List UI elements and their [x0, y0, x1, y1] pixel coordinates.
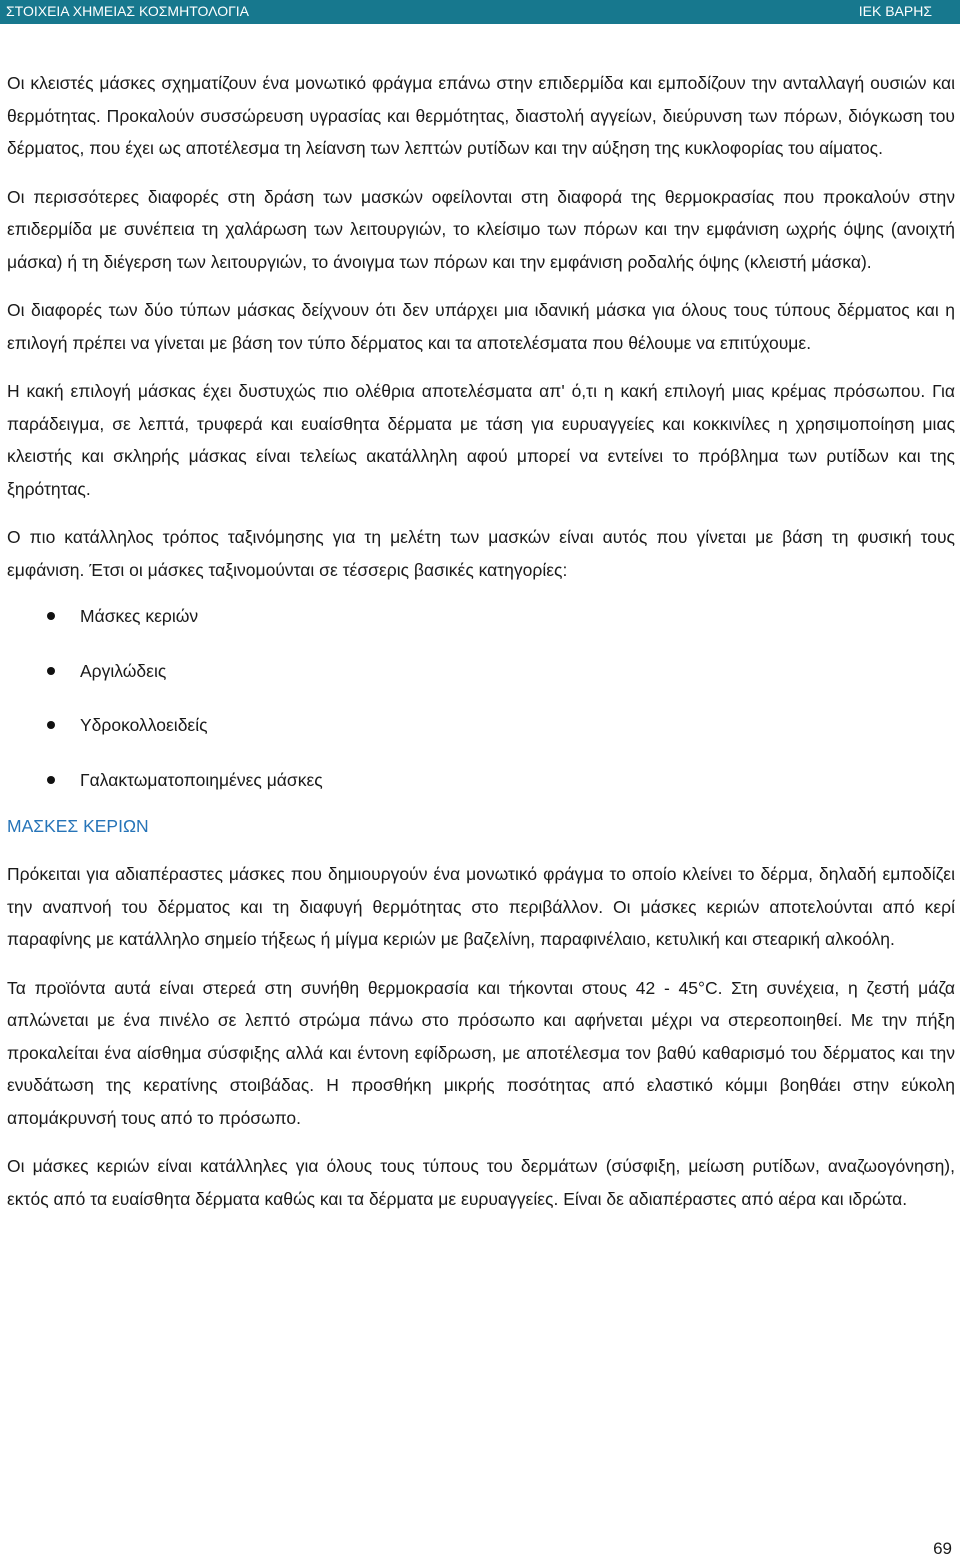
list-item-label: Μάσκες κεριών: [80, 606, 199, 626]
list-item-label: Υδροκολλοειδείς: [80, 715, 208, 735]
list-item-label: Αργιλώδεις: [80, 660, 167, 681]
paragraph: Ο πιο κατάλληλος τρόπος ταξινόμησης για τη μελέτη των μασκών είναι αυτός που γίνεται με βάση τη φυσική τους εμφάνιση. Έτσι οι μάσκες ταξινομούνται σε τέσσερις βασικές κατηγορίες:: [7, 527, 955, 580]
bullet-icon: [47, 776, 55, 784]
paragraph: Τα προϊόντα αυτά είναι στερεά στη συνήθη θερμοκρασία και τήκονται στους 42 - 45°C. Στη συνέχεια, η ζεστή μάζα απλώνεται με ένα πινέλο σε λεπτό στρώμα πάνω στο πρόσωπο και αφήνεται μέχρι να στερεοποιηθεί. Με την πήξη προκαλείται ένα αίσθημα σύσφιξης αλλά και έντονη εφίδρωση, με αποτέλεσμα τον βαθύ καθαρισμό του δέρματος και την ενυδάτωση της κερατίνης στοιβάδας. Η προσθήκη μικρής ποσότητας από ελαστικό κόμμι βοηθάει στην εύκολη απομάκρυνσή τους από το πρόσωπο.: [7, 977, 955, 1128]
paragraph: Πρόκειται για αδιαπέραστες μάσκες που δημιουργούν ένα μονωτικό φράγμα το οποίο κλείνει το δέρμα, δηλαδή εμποδίζει την αναπνοή του δέρματος και τη διαφυγή θερμότητας στο περιβάλλον. Οι μάσκες κεριών αποτελούνται από κερί παραφίνης με κατάλληλο σημείο τήξεως ή μίγμα κεριών με βαζελίνη, παραφινέλαιο, κετυλική και στεαρική αλκοόλη.: [7, 864, 955, 949]
header-institution: ΙΕΚ ΒΑΡΗΣ: [858, 3, 932, 19]
bullet-icon: [47, 667, 55, 675]
section-heading: ΜΑΣΚΕΣ ΚΕΡΙΩΝ: [7, 816, 149, 836]
page-header: [0, 0, 960, 24]
list-item: [7, 655, 955, 710]
list-item: [7, 600, 955, 655]
paragraph: Οι περισσότερες διαφορές στη δράση των μασκών οφείλονται στη διαφορά της θερμοκρασίας που προκαλούν στην επιδερμίδα με συνέπεια τη χαλάρωση των λειτουργιών, το κλείσιμο των πόρων και την εμφάνιση ωχρής όψης (ανοιχτή μάσκα) ή τη διέγερση των λειτουργιών, το άνοιγμα των πόρων και την εμφάνιση ροδαλής όψης (κλειστή μάσκα).: [7, 186, 955, 272]
bullet-icon: [47, 612, 55, 620]
paragraph: Οι μάσκες κεριών είναι κατάλληλες για όλους τους τύπους του δερμάτων (σύσφιξη, μείωση ρυτίδων, αναζωογόνηση), εκτός από τα ευαίσθητα δέρματα καθώς και τα δέρματα με ευρυαγγείες. Είναι δε αδιαπέραστες από αέρα και ιδρώτα.: [7, 1156, 955, 1209]
document-body: [7, 67, 955, 1215]
header-title: ΣΤΟΙΧΕΙΑ ΧΗΜΕΙΑΣ ΚΟΣΜΗΤΟΛΟΓΙΑ: [6, 3, 250, 19]
paragraph: Οι διαφορές των δύο τύπων μάσκας δείχνουν ότι δεν υπάρχει μια ιδανική μάσκα για όλους τους τύπους δέρματος και η επιλογή πρέπει να γίνεται με βάση τον τύπο δέρματος και τα αποτελέσματα που θέλουμε να επιτύχουμε.: [7, 300, 955, 353]
list-item: [7, 764, 955, 819]
paragraph: Οι κλειστές μάσκες σχηματίζουν ένα μονωτικό φράγμα επάνω στην επιδερμίδα και εμποδίζουν την ανταλλαγή ουσιών και θερμότητας. Προκαλούν συσσώρευση υγρασίας και θερμότητας, διαστολή αγγείων, διεύρυνση των πόρων, διόγκωση του δέρματος, που έχει ως αποτέλεσμα τη λείανση των λεπτών ρυτίδων και την αύξηση της κυκλοφορίας του αίματος.: [7, 73, 955, 158]
category-list: [7, 600, 955, 818]
page-number: 69: [933, 1539, 952, 1558]
list-item-label: Γαλακτωματοποιημένες μάσκες: [80, 769, 323, 790]
list-item: [7, 709, 955, 764]
paragraph: Η κακή επιλογή μάσκας έχει δυστυχώς πιο ολέθρια αποτελέσματα απ' ό,τι η κακή επιλογή μιας κρέμας πρόσωπου. Για παράδειγμα, σε λεπτά, τρυφερά και ευαίσθητα δέρματα με τάση για ευρυαγγείες και κοκκινίλες η χρησιμοποίηση μιας κλειστής και σκληρής μάσκας είναι τελείως ακατάλληλη αφού μπορεί να εντείνει το πρόβλημα των ρυτίδων και της ξηρότητας.: [7, 381, 955, 499]
bullet-icon: [47, 721, 55, 729]
